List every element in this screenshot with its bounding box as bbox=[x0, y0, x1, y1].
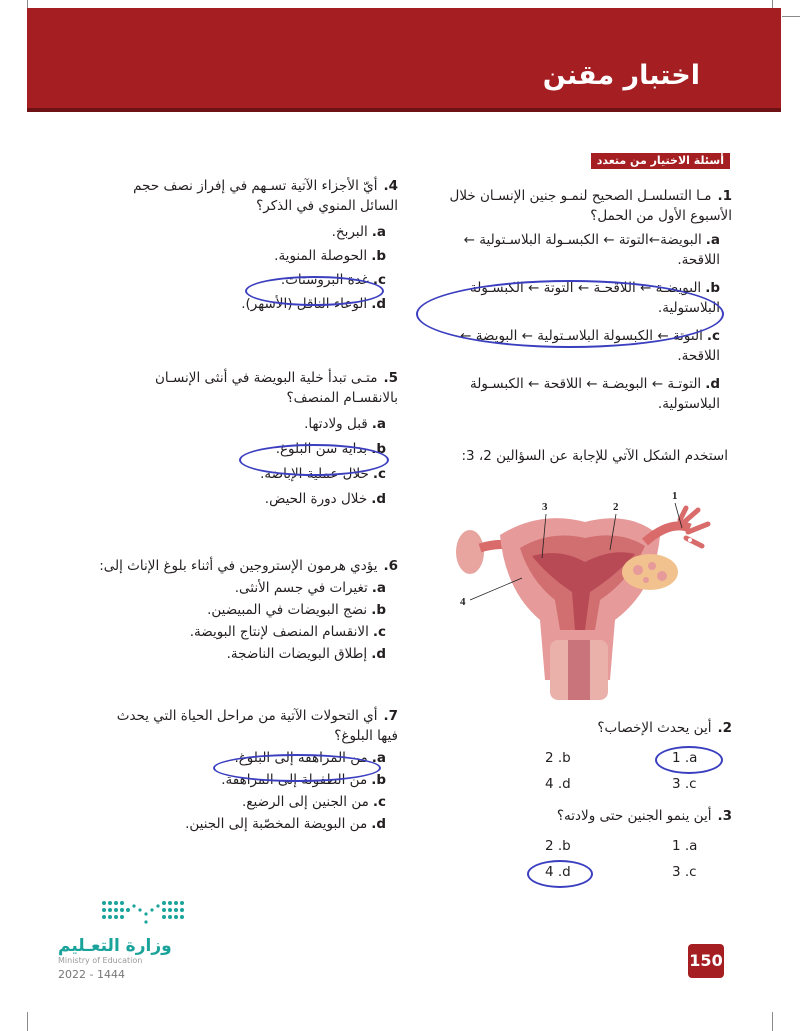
option-letter: c. bbox=[372, 272, 386, 288]
question-6 bbox=[98, 556, 398, 664]
option-letter: b. bbox=[371, 602, 386, 618]
option-letter: c. bbox=[372, 794, 386, 810]
uterus-illustration bbox=[456, 503, 708, 700]
question-number: 6. bbox=[383, 558, 398, 574]
question-number: 5. bbox=[383, 370, 398, 386]
diagram-label-4: 4 bbox=[460, 596, 466, 608]
option-text: البربخ. bbox=[331, 224, 368, 240]
section-badge: أسئلة الاختيار من متعدد bbox=[591, 153, 730, 169]
header-banner-shadow bbox=[27, 108, 781, 112]
option-text: من الجنين إلى الرضيع. bbox=[242, 794, 369, 810]
option-text: خلال دورة الحيض. bbox=[264, 491, 368, 507]
question-text: مـا التسلسـل الصحيح لنمـو جنين الإنسـان خلال الأسبوع الأول من الحمل؟ bbox=[449, 188, 732, 224]
question-text: يؤدي هرمون الإستروجين في أثناء بلوغ الإناث إلى: bbox=[99, 558, 378, 574]
diagram-instruction: استخدم الشكل الآتي للإجابة عن السؤالين 2، 3: bbox=[461, 448, 728, 464]
question-number: 7. bbox=[383, 708, 398, 724]
option-letter: b. bbox=[371, 772, 386, 788]
option-letter: b. bbox=[705, 280, 720, 296]
option-text: التوتـة ← البويضـة ← اللاقحة ← الكبسـولة البلاستولية. bbox=[470, 376, 720, 412]
answer-circle-q7 bbox=[213, 754, 381, 782]
question-text: أين ينمو الجنين حتى ولادته؟ bbox=[556, 808, 712, 824]
diagram-label-3: 3 bbox=[542, 501, 548, 513]
option-text: البويضـة ← اللاقحـة ← التوتة ← الكبسـولة البلاستولية. bbox=[470, 280, 720, 316]
option-text: الانقسام المنصف لإنتاج البويضة. bbox=[189, 624, 369, 640]
header-banner bbox=[27, 8, 781, 108]
option-text: بداية سن البلوغ. bbox=[275, 441, 368, 457]
option-letter: b. bbox=[371, 248, 386, 264]
ministry-name-arabic: وزارة التعـليم bbox=[58, 936, 172, 956]
option-text: من الطفولة إلى المراهقة. bbox=[221, 772, 368, 788]
crop-mark bbox=[772, 1012, 773, 1031]
uterus-diagram bbox=[450, 480, 720, 705]
question-number: 1. bbox=[717, 188, 732, 204]
question-text: أين يحدث الإخصاب؟ bbox=[597, 720, 712, 736]
option-letter: a. bbox=[371, 224, 386, 240]
option-text: التوتة ← الكبسولة البلاسـتولية ← البويضة ← اللاقحة. bbox=[460, 328, 720, 364]
question-number: 4. bbox=[383, 178, 398, 194]
question-number: 3. bbox=[717, 808, 732, 824]
q3-option-a: 1 .a bbox=[672, 838, 698, 854]
option-letter: a. bbox=[371, 580, 386, 596]
crop-mark bbox=[27, 1012, 28, 1031]
diagram-label-2: 2 bbox=[613, 501, 619, 513]
page-title: اختبار مقنن bbox=[542, 60, 700, 91]
option-letter: a. bbox=[371, 750, 386, 766]
ministry-name-english: Ministry of Education bbox=[58, 956, 143, 965]
option-letter: b. bbox=[371, 441, 386, 457]
q2-option-b: 2 .b bbox=[545, 750, 571, 766]
diagram-label-1: 1 bbox=[672, 490, 678, 502]
q3-option-d: 4 .d bbox=[545, 864, 571, 880]
option-text: من المراهقة إلى البلوغ. bbox=[234, 750, 368, 766]
page-number: 150 bbox=[688, 944, 724, 978]
option-letter: d. bbox=[371, 816, 386, 832]
crop-mark bbox=[782, 16, 800, 17]
option-text: من البويضة المخصّبة إلى الجنين. bbox=[185, 816, 368, 832]
option-letter: d. bbox=[705, 376, 720, 392]
q3-option-b: 2 .b bbox=[545, 838, 571, 854]
option-letter: c. bbox=[706, 328, 720, 344]
q3-option-c: 3 .c bbox=[672, 864, 697, 880]
q2-option-d: 4 .d bbox=[545, 776, 571, 792]
option-letter: c. bbox=[372, 624, 386, 640]
question-5 bbox=[98, 368, 398, 509]
option-letter: d. bbox=[371, 646, 386, 662]
question-2 bbox=[432, 718, 732, 738]
option-letter: a. bbox=[371, 416, 386, 432]
question-3 bbox=[432, 806, 732, 826]
option-letter: d. bbox=[371, 491, 386, 507]
q2-option-c: 3 .c bbox=[672, 776, 697, 792]
answer-circle-q3 bbox=[527, 860, 593, 888]
option-text: تغيرات في جسم الأنثى. bbox=[234, 580, 368, 596]
question-text: أي التحولات الآتية من مراحل الحياة التي يحدث فيها البلوغ؟ bbox=[116, 708, 398, 744]
option-text: قبل ولادتها. bbox=[304, 416, 368, 432]
question-number: 2. bbox=[717, 720, 732, 736]
edition-year: 2022 - 1444 bbox=[58, 968, 125, 981]
option-text: غدة البروستات. bbox=[280, 272, 369, 288]
answer-circle-q1 bbox=[416, 280, 724, 348]
option-letter: c. bbox=[372, 466, 386, 482]
option-text: البويضة←التوتة ← الكبسـولة البلاسـتولية ← اللاقحة. bbox=[463, 232, 720, 268]
answer-circle-q2 bbox=[655, 746, 723, 774]
option-text: إطلاق البويضات الناضجة. bbox=[226, 646, 368, 662]
question-text: أيّ الأجزاء الآتية تسـهم في إفراز نصف حجم السائل المنوي في الذكر؟ bbox=[133, 178, 398, 214]
option-letter: d. bbox=[371, 296, 386, 312]
option-text: الحوصلة المنوية. bbox=[274, 248, 368, 264]
ministry-logo-icon bbox=[100, 898, 190, 928]
answer-circle-q5 bbox=[239, 444, 389, 476]
option-text: خلال عملية الإباضة. bbox=[260, 466, 369, 482]
option-text: الوعاء الناقل (الأسهر). bbox=[241, 296, 368, 312]
q2-option-a: 1 .a bbox=[672, 750, 698, 766]
question-text: متـى تبدأ خلية البويضة في أنثى الإنسـان بالانقسـام المنصف؟ bbox=[155, 370, 398, 406]
option-letter: a. bbox=[705, 232, 720, 248]
answer-circle-q4 bbox=[245, 276, 384, 306]
option-text: نضج البويضات في المبيضين. bbox=[207, 602, 368, 618]
